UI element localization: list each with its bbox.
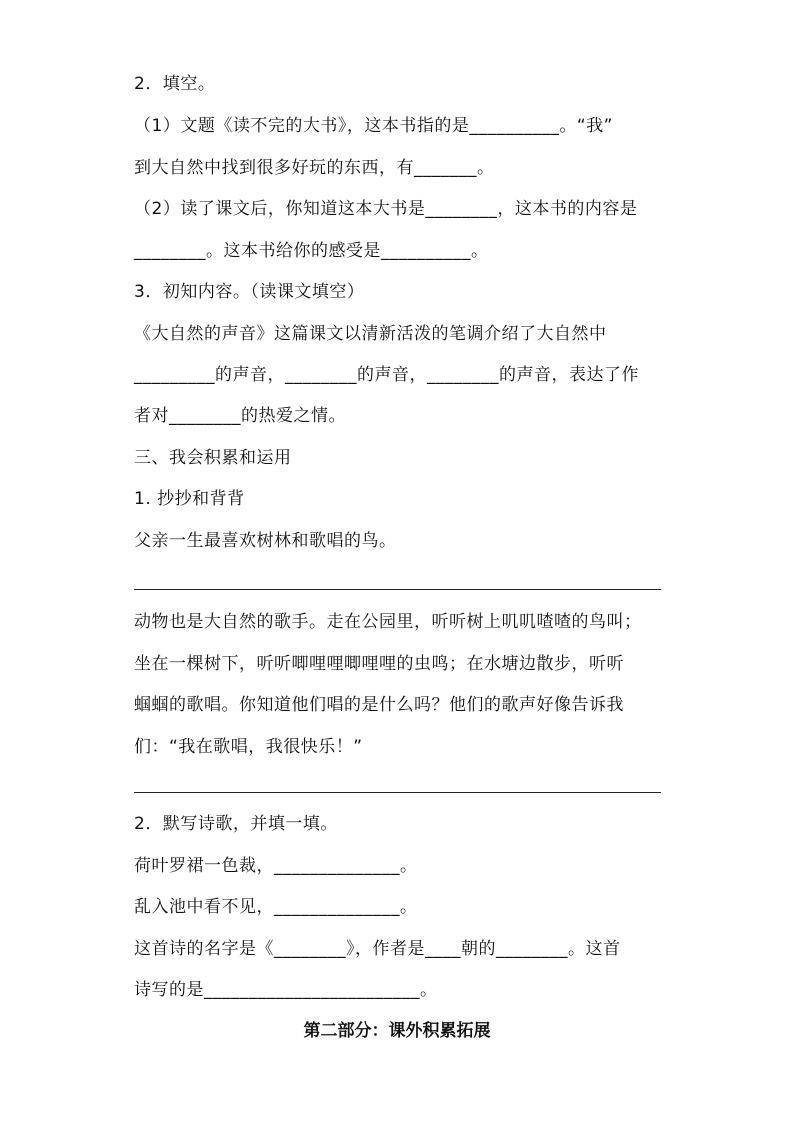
copy-writing-line-1 [134, 589, 661, 590]
section-3-title: 三、我会积累和运用 [134, 448, 292, 468]
passage-line-4: 们：“我在歌唱，我很快乐！” [134, 737, 363, 757]
task-1-title: 1. 抄抄和背背 [134, 489, 245, 509]
section-heading: 第二部分：课外积累拓展 [303, 1021, 491, 1041]
passage-line-3: 蝈蝈的歌唱。你知道他们唱的是什么吗？他们的歌声好像告诉我 [134, 695, 624, 715]
copy-sentence: 父亲一生最喜欢树林和歌唱的鸟。 [134, 531, 397, 551]
poem-line-2: 乱入池中看不见，______________。 [134, 897, 418, 917]
copy-writing-line-2 [134, 792, 661, 793]
poem-question-line-1: 这首诗的名字是《________》，作者是____朝的________。这首 [134, 939, 621, 959]
passage-line-2: 坐在一棵树下，听听唧哩哩唧哩哩的虫鸣；在水塘边散步，听听 [134, 654, 624, 674]
task-2-title: 2．默写诗歌，并填一填。 [134, 814, 338, 834]
q2-2-line-1: （2）读了课文后，你知道这本大书是________，这本书的内容是 [134, 199, 638, 219]
q3-line-3: 者对________的热爱之情。 [134, 406, 346, 426]
q2-1-line-1: （1）文题《读不完的大书》，这本书指的是__________。“我” [134, 116, 613, 136]
q2-1-line-2: 到大自然中找到很多好玩的东西，有_______。 [134, 158, 495, 178]
passage-line-1: 动物也是大自然的歌手。走在公园里，听听树上叽叽喳喳的鸟叫； [134, 612, 642, 632]
q3-title: 3．初知内容。（读课文填空） [134, 282, 365, 302]
q3-line-1: 《大自然的声音》这篇课文以清新活泼的笔调介绍了大自然中 [134, 324, 607, 344]
poem-question-line-2: 诗写的是________________________。 [134, 980, 438, 1000]
poem-line-1: 荷叶罗裙一色裁，______________。 [134, 856, 418, 876]
q2-2-line-2: ________。这本书给你的感受是__________。 [134, 241, 489, 261]
q2-title: 2．填空。 [134, 74, 216, 94]
q3-line-2: _________的声音，________的声音，________的声音，表达了作 [134, 365, 639, 385]
